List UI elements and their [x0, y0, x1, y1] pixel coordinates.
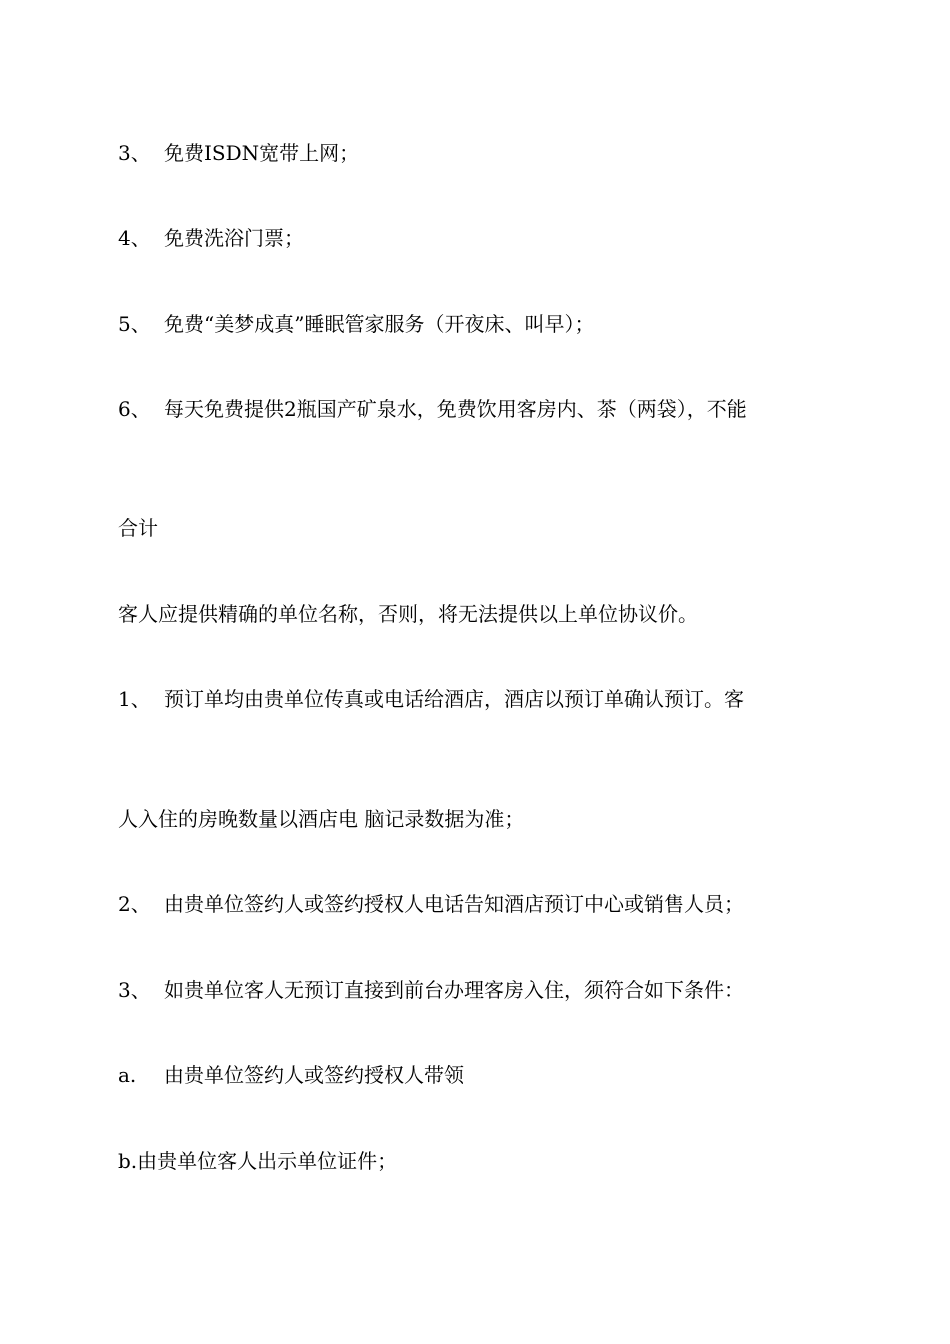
list-text: 免费“美梦成真”睡眠管家服务（开夜床、叫早）；	[164, 312, 595, 336]
list-text: 免费ISDN宽带上网；	[164, 141, 360, 165]
list-item	[118, 225, 858, 251]
list-number: 5、	[118, 312, 151, 336]
paragraph	[118, 601, 858, 627]
list-number: a.	[118, 1063, 137, 1087]
list-text: 由贵单位签约人或签约授权人电话告知酒店预订中心或销售人员；	[164, 892, 744, 916]
list-number: 2、	[118, 892, 151, 916]
list-text: 由贵单位签约人或签约授权人带领	[164, 1063, 464, 1087]
paragraph	[118, 515, 858, 541]
list-text: 由贵单位客人出示单位证件；	[137, 1149, 398, 1173]
paragraph-text: 合计	[118, 516, 158, 540]
list-text: 预订单均由贵单位传真或电话给酒店，酒店以预订单确认预订。客	[164, 687, 744, 711]
list-item	[118, 977, 858, 1003]
list-item	[118, 396, 858, 422]
list-item	[118, 1062, 858, 1088]
paragraph-text: 客人应提供精确的单位名称，否则，将无法提供以上单位协议价。	[118, 602, 698, 626]
list-text: 免费洗浴门票；	[164, 226, 304, 250]
list-item	[118, 891, 858, 917]
list-item	[118, 140, 858, 166]
list-number: 4、	[118, 226, 151, 250]
list-item	[118, 311, 858, 337]
list-number: 3、	[118, 141, 151, 165]
paragraph	[118, 806, 858, 832]
list-number: b.	[118, 1149, 138, 1173]
list-number: 1、	[118, 687, 151, 711]
list-number: 3、	[118, 978, 151, 1002]
paragraph-text: 人入住的房晚数量以酒店电 脑记录数据为准；	[118, 807, 525, 831]
list-text: 每天免费提供2瓶国产矿泉水，免费饮用客房内、茶（两袋），不能	[164, 397, 747, 421]
list-item	[118, 686, 858, 712]
list-text: 如贵单位客人无预订直接到前台办理客房入住，须符合如下条件：	[164, 978, 744, 1002]
list-number: 6、	[118, 397, 151, 421]
list-item	[118, 1148, 858, 1174]
